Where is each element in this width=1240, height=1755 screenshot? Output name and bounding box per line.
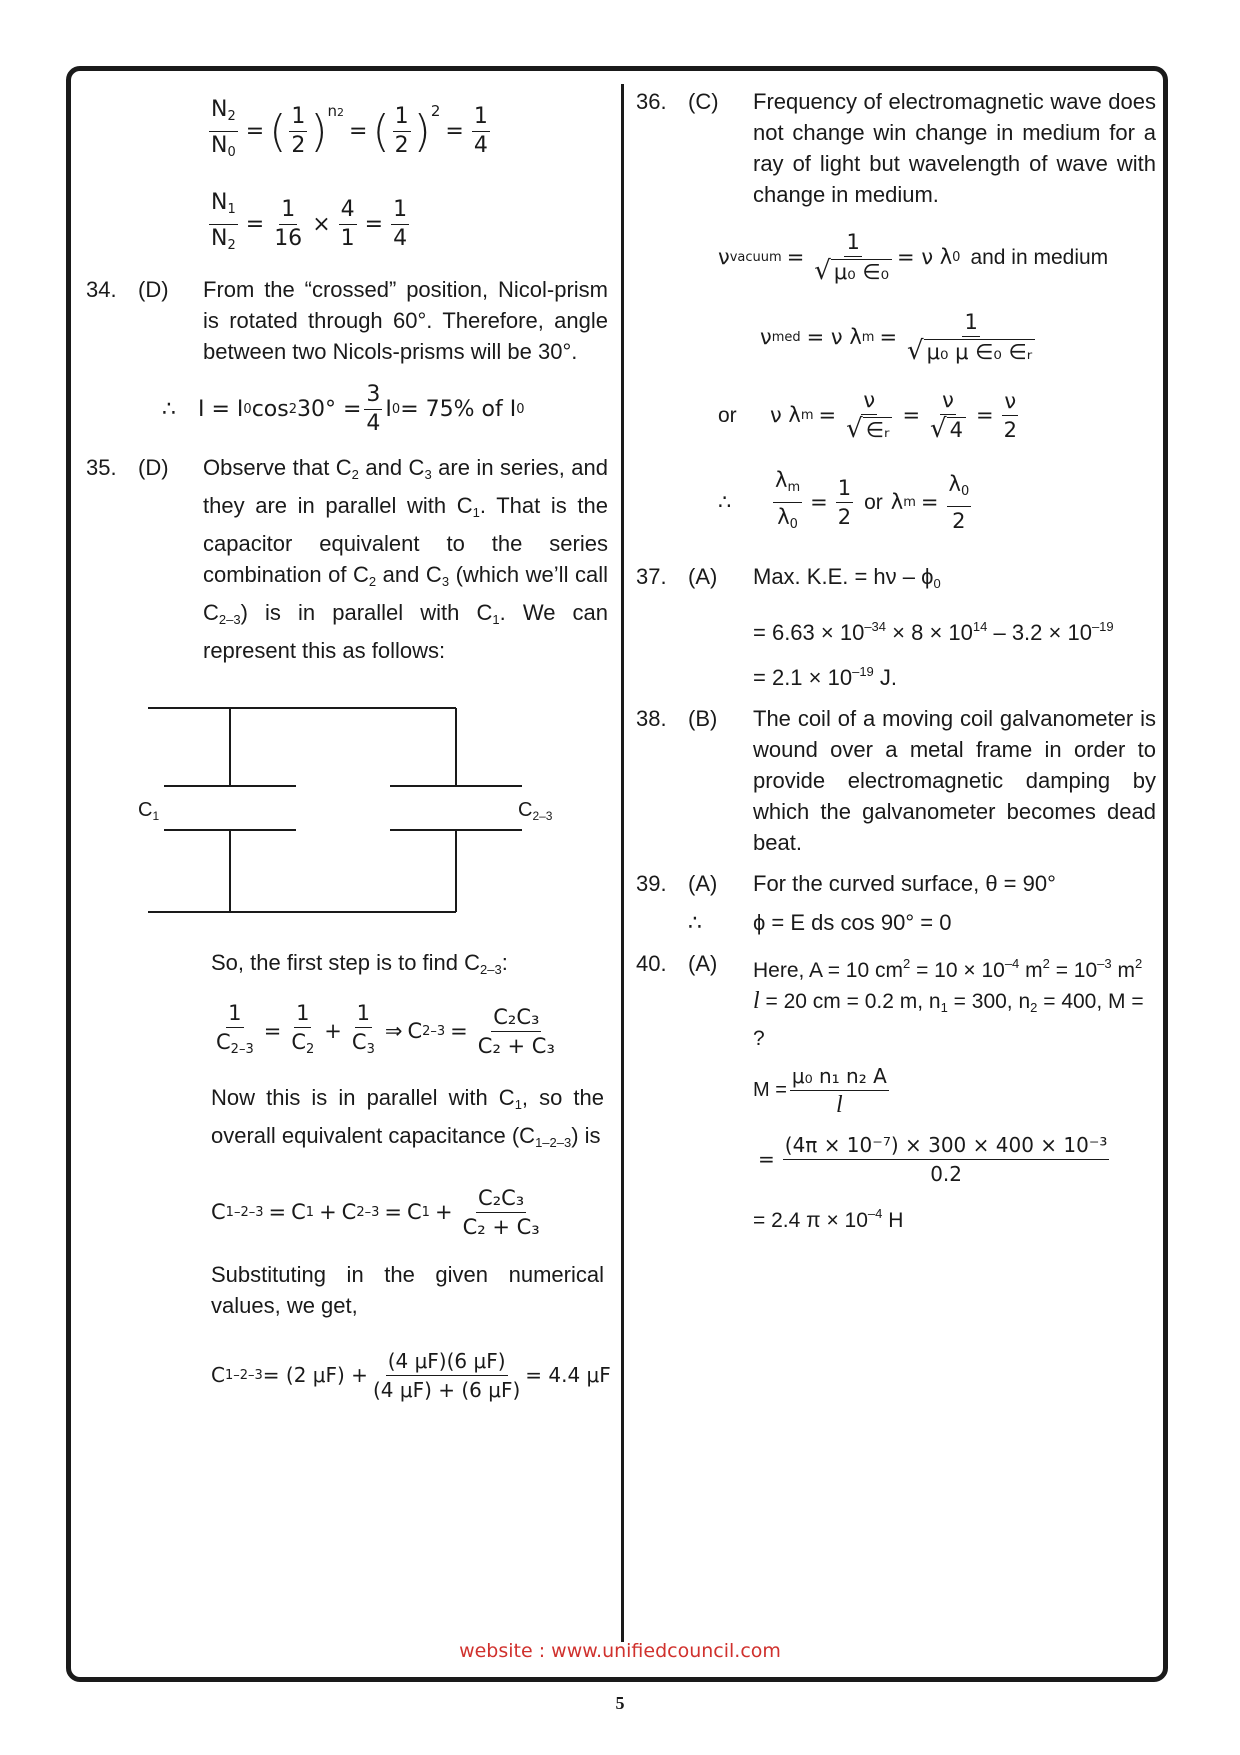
question-40 (636, 948, 1156, 1236)
question-number: 39. (636, 871, 667, 896)
answer-explanation: For the curved surface, θ = 90° (753, 871, 1056, 896)
answer-explanation: Max. K.E. = hν – $\phi_0$ = $6.63 \times 10^{-34} \times 8 \times 10^{14} - 3.2 \times 10^{-19}$ = $2.1 \times 10^{-19}$ J. (753, 564, 1114, 690)
left-column-continued (211, 947, 611, 1404)
question-number: 37. (636, 564, 667, 589)
equation-vacuum: ν vacuum = $\frac{1}{\text{√ μ₀ ∈₀}}$ = ν λ 0 and in medium (718, 230, 1109, 286)
question-38 (636, 703, 1156, 858)
equation-mutual-inductance: M = $\frac{\text{μ₀ n₁ n₂ A}}{l}$ (753, 1064, 887, 1118)
equation-mutual-values: = $\frac{\text{(4π × 10⁻⁷) × 300 × 400 × 10⁻³}}{0.2}$ (758, 1133, 1108, 1186)
answer-explanation: From the “crossed” position, Nicol-prism is rotated through 60°. Therefore, angle between two Nicols-prisms will be 30°. (203, 277, 608, 364)
right-column (636, 86, 1156, 1246)
question-number: 38. (636, 706, 667, 731)
answer-explanation: Observe that $C_2$ and $C_3$ are in series, and they are in parallel with $C_1$. That is the capacitor equivalent to the series combination of $C_2$ and $C_3$ (which we’ll call $C_{2-3}$) is in parallel with $C_1$. We can represent this as follows: (203, 455, 608, 663)
equation-n2-n0: $\frac{N_2}{N_0}$ = ( $\frac{1}{2}$ ) n2 = ( $\frac{1}{2}$ ) 2 = $\frac{1}{4}$ (211, 97, 488, 160)
equation-or: or ν λ m = $\frac{\nu}{\text{√ ∈ᵣ}}$ = $\frac{\nu}{√ 4}$ = $\frac{\nu}{2}$ (718, 388, 1017, 444)
question-39-result: ∴ ϕ = E ds cos 90° = 0 (688, 910, 952, 935)
equation-ratio: ∴ $\frac{\lambda_m}{\lambda_0}$ = $\frac{1}{2}$ or λ m = $\frac{\lambda_0}{2}$ (718, 468, 970, 533)
answer-option: (C) (688, 89, 719, 114)
answer-option: (D) (138, 455, 169, 480)
column-divider (621, 84, 624, 1642)
equation-n1-n2: $\frac{N_1}{N_2}$ = $\frac{1}{16}$ × $\frac{4}{1}$ = $\frac{1}{4}$ (211, 190, 408, 253)
c23-label: $C_{2-3}$ (518, 799, 553, 823)
website-footer: website : www.unifiedcouncil.com (459, 1640, 781, 1662)
c1-label: $C_1$ (138, 799, 160, 823)
substituting-text: Substituting in the given numerical values, we get, (211, 1262, 604, 1318)
equation-parallel: C 1–2–3 = C 1 + C 2–3 = C 1 + $\frac{\text{C₂C₃}}{\text{C₂ + C₃}}$ (211, 1186, 540, 1239)
question-35 (86, 452, 608, 666)
answer-option: (A) (688, 871, 718, 896)
answer-option: (A) (688, 564, 718, 589)
left-column (86, 96, 608, 676)
answer-option: (D) (138, 277, 169, 302)
question-number: 36. (636, 89, 667, 114)
parallel-text: Now this is in parallel with $C_1$, so the overall equivalent capacitance $(C_{1-2-3})$ is (211, 1085, 605, 1150)
question-34 (86, 274, 608, 367)
question-39 (636, 868, 1156, 899)
question-number: 34. (86, 277, 117, 302)
question-37 (636, 561, 1156, 693)
equation-malus: ∴ I = I 0 cos 2 30° = $\frac{3}{4}$ I 0 = 75% of I 0 (162, 382, 525, 436)
answer-explanation: Frequency of electromagnetic wave does not change win change in medium for a ray of light but wavelength of wave with change in medium. (753, 89, 1156, 207)
question-number: 40. (636, 951, 667, 976)
question-36 (636, 86, 1156, 210)
equation-series: $\frac{1}{C_{2-3}}$ = $\frac{1}{C_2}$ + $\frac{1}{C_3}$ ⇒ C 2–3 = $\frac{\text{C₂C₃}}{\text{C₂ + C₃}}$ (216, 1001, 555, 1058)
answer-explanation: The coil of a moving coil galvanometer is wound over a metal frame in order to provide electromagnetic damping by which the galvanometer becomes dead beat. (753, 706, 1156, 855)
capacitor-circuit-diagram (130, 700, 570, 920)
answer-explanation: Here, A = 10 $cm^2 = 10 \times 10^{-4}$ $m^2 = 10^{-3}$ $m^2$ l = 20 cm = 0.2 m, $n_1 = 300$, $n_2 = 400$, M = ? M = $\frac{\text{μ₀ n₁ n₂ A}}{l}$ = $\frac{\text{(4π × 10⁻⁷) × 300 × 400 × 10⁻³}}{0.2}$ = 2.4 $\pi \times 10^{-4}$ H (753, 948, 1156, 1236)
equation-numeric: C 1–2–3 = (2 μF) + $\frac{(4 \mu F)(6 \mu F)}{(4 \mu F) + (6 \mu F)}$ = 4.4 μF (211, 1349, 611, 1402)
question-number: 35. (86, 455, 117, 480)
page-number: 5 (615, 1693, 625, 1713)
equation-medium: ν med = ν λ m = $\frac{1}{\text{√ μ₀ μ ∈₀ ∈ᵣ}}$ (760, 308, 1156, 366)
answer-option: (A) (688, 951, 718, 976)
first-step-text: So, the first step is to find $C_{2-3}$: (211, 950, 508, 977)
answer-option: (B) (688, 706, 718, 731)
